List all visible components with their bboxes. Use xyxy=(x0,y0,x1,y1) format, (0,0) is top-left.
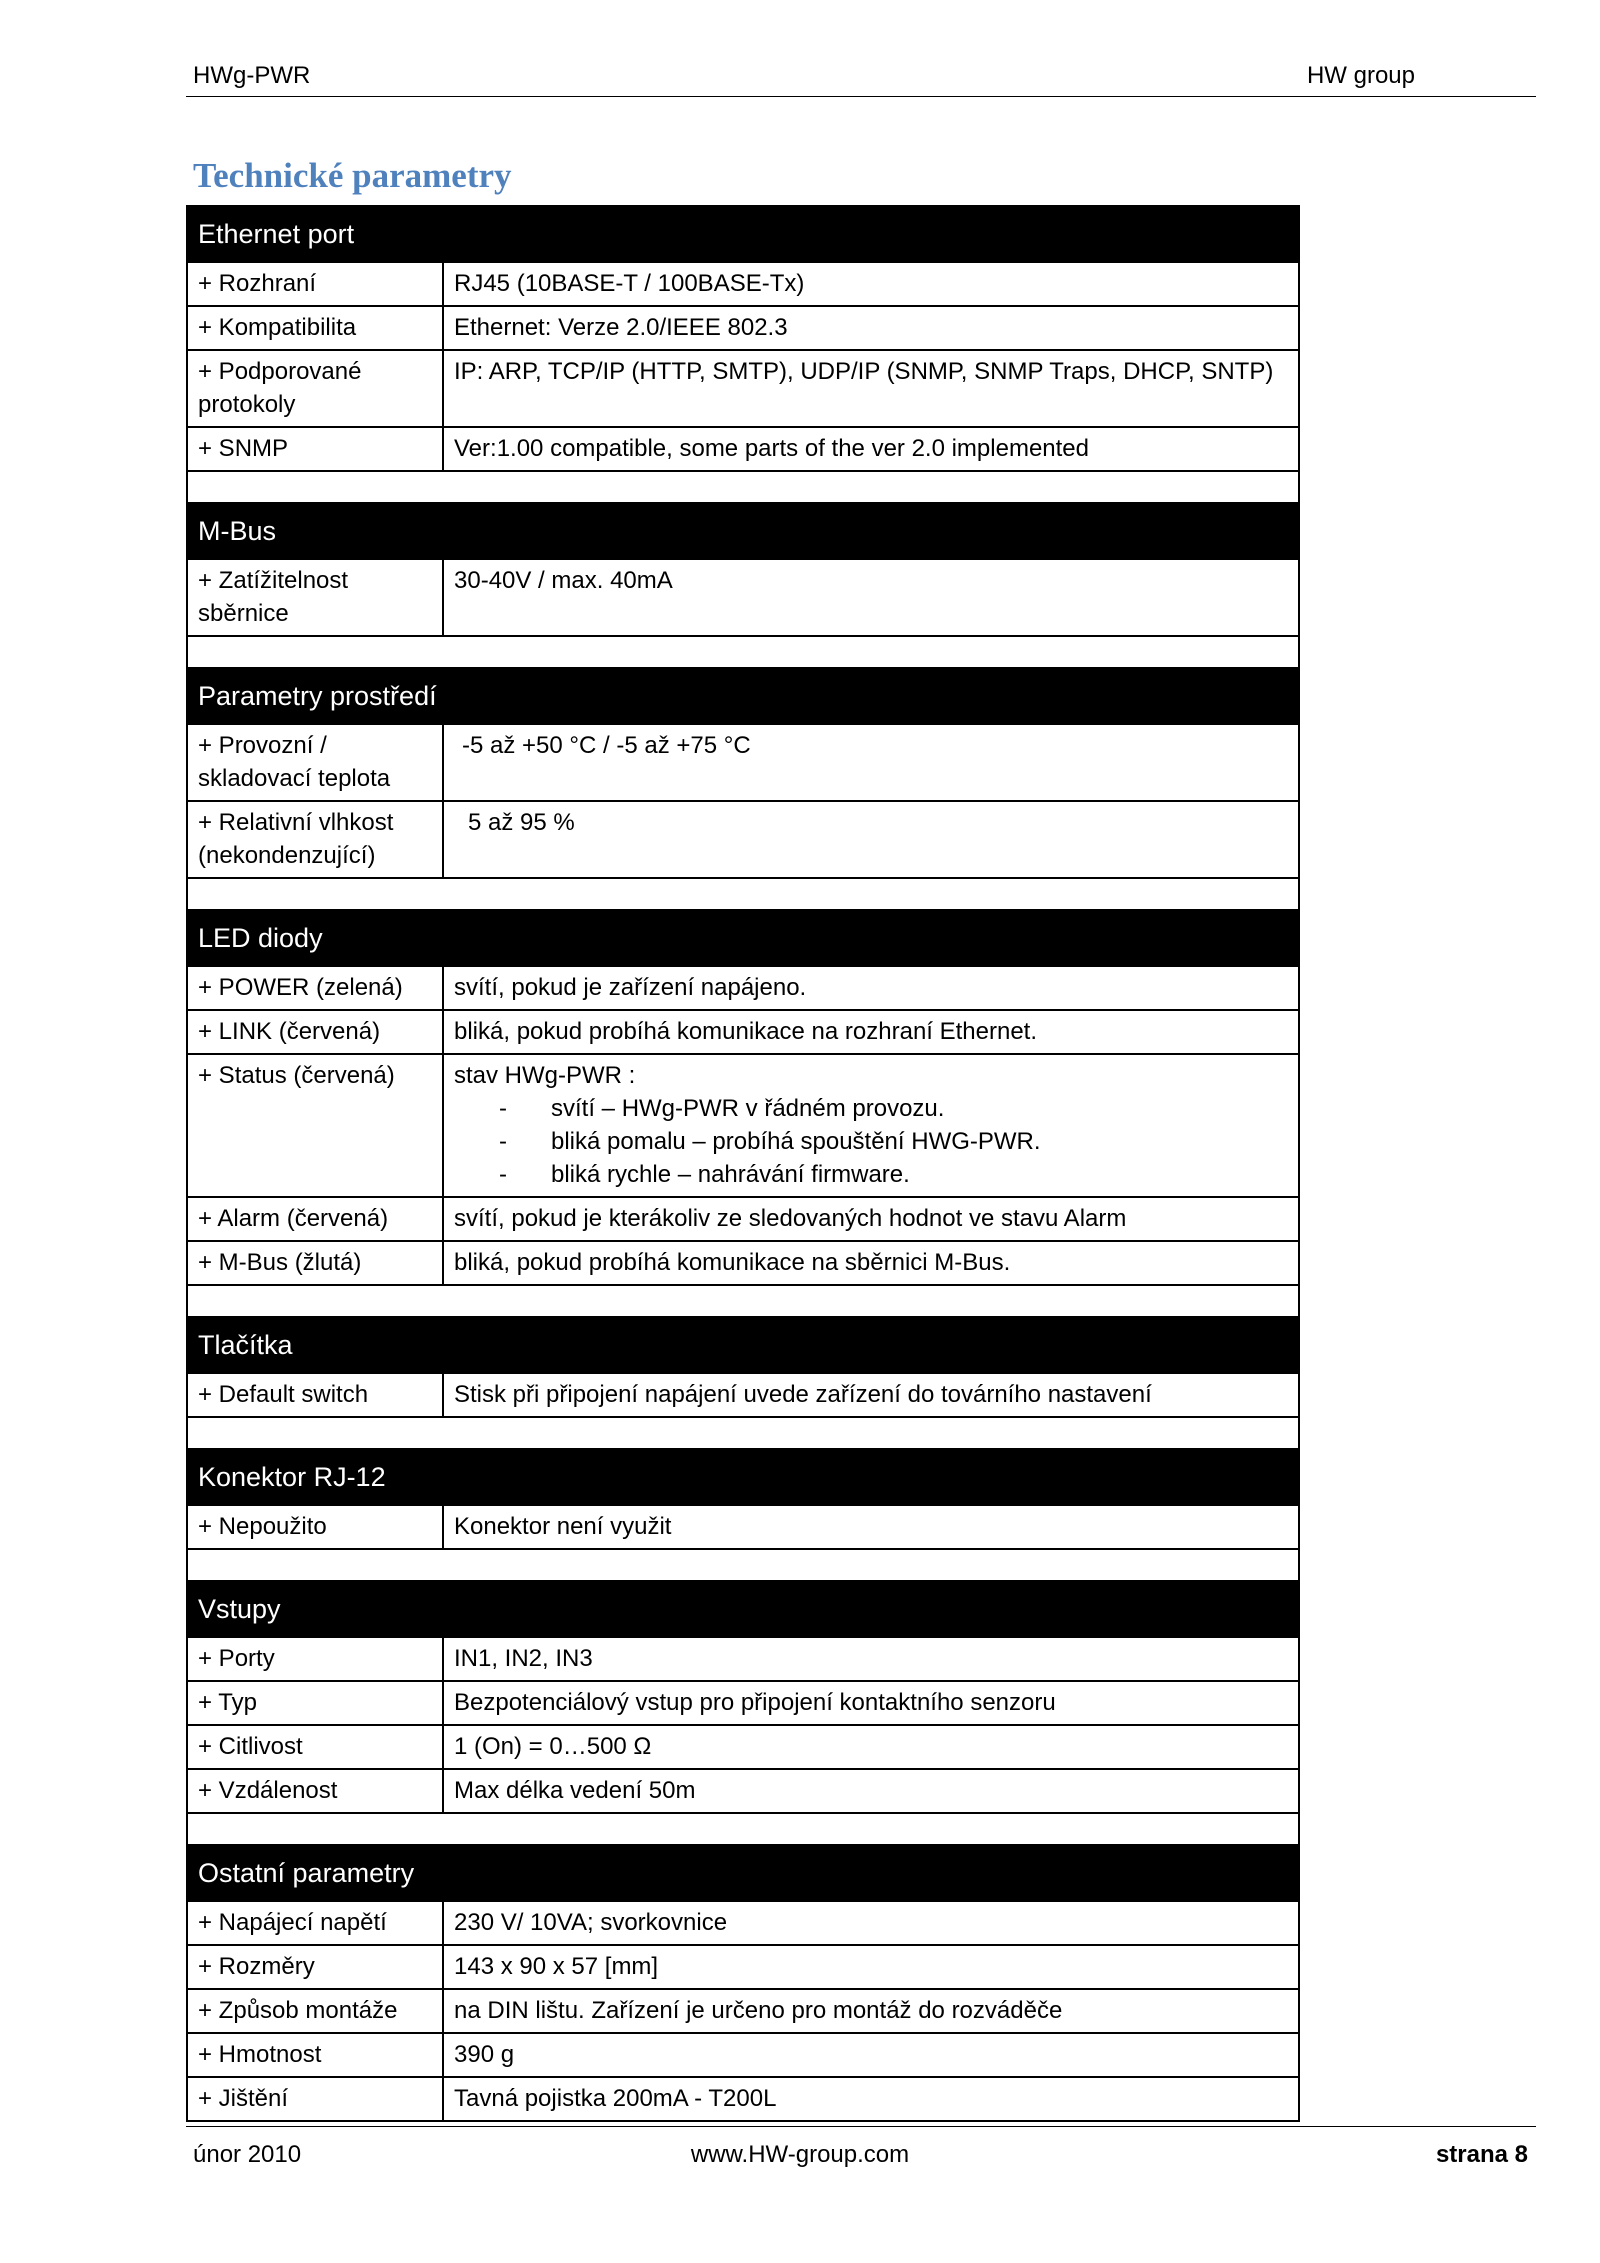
row-label: + Hmotnost xyxy=(187,2033,443,2077)
status-intro: stav HWg-PWR : xyxy=(454,1062,636,1089)
section-heading: Konektor RJ-12 xyxy=(187,1449,1299,1505)
row-label: + Citlivost xyxy=(187,1725,443,1769)
row-label: + Podporované protokoly xyxy=(187,350,443,427)
table-row xyxy=(187,1505,1299,1549)
row-value: 230 V/ 10VA; svorkovnice xyxy=(443,1901,1299,1945)
table-row xyxy=(187,1241,1299,1285)
table-row xyxy=(187,262,1299,306)
row-label: + Jištění xyxy=(187,2077,443,2121)
row-value: Ver:1.00 compatible, some parts of the ver 2.0 implemented xyxy=(443,427,1299,471)
row-value xyxy=(443,1054,1299,1197)
section-heading: Ostatní parametry xyxy=(187,1845,443,1901)
table-row xyxy=(187,1010,1299,1054)
row-label: + Alarm (červená) xyxy=(187,1197,443,1241)
section-heading: Vstupy xyxy=(187,1581,1299,1637)
row-value: 5 až 95 % xyxy=(468,809,575,836)
header-doc-name: HWg-PWR xyxy=(193,62,311,89)
header-divider xyxy=(186,96,1536,97)
spacer-row xyxy=(187,1285,1299,1317)
row-value: Max délka vedení 50m xyxy=(443,1769,1299,1813)
status-list xyxy=(454,1092,1288,1191)
row-label: + Způsob montáže xyxy=(187,1989,443,2033)
table-row xyxy=(187,1945,1299,1989)
row-label: + SNMP xyxy=(187,427,443,471)
row-value: 143 x 90 x 57 [mm] xyxy=(443,1945,1299,1989)
table-row xyxy=(187,1769,1299,1813)
section-rj12 xyxy=(187,1449,1299,1505)
table-row xyxy=(187,559,1299,636)
row-value: bliká, pokud probíhá komunikace na sběrnici M-Bus. xyxy=(443,1241,1299,1285)
section-heading: Tlačítka xyxy=(187,1317,1299,1373)
section-mbus xyxy=(187,503,1299,559)
spacer-row xyxy=(187,636,1299,668)
section-heading: M-Bus xyxy=(187,503,1299,559)
row-label: + Porty xyxy=(187,1637,443,1681)
footer-website: www.HW-group.com xyxy=(690,2141,910,2168)
row-label: + LINK (červená) xyxy=(187,1010,443,1054)
header-company: HW group xyxy=(1306,62,1415,89)
row-value: 1 (On) = 0…500 Ω xyxy=(443,1725,1299,1769)
row-value: Stisk při připojení napájení uvede zařízení do továrního nastavení xyxy=(443,1373,1299,1417)
table-row xyxy=(187,1054,1299,1197)
section-heading: Parametry prostředí xyxy=(187,668,1299,724)
footer-page-number: strana 8 xyxy=(1435,2141,1528,2168)
row-label: + Zatížitelnost sběrnice xyxy=(187,559,443,636)
section-other xyxy=(187,1845,1299,1901)
footer-date: únor 2010 xyxy=(193,2141,302,2168)
table-row xyxy=(187,2077,1299,2121)
section-heading: LED diody xyxy=(187,910,1299,966)
row-label: + Nepoužito xyxy=(187,1505,443,1549)
row-label: + Typ xyxy=(187,1681,443,1725)
spacer-row xyxy=(187,1813,1299,1845)
row-label: + Provozní / skladovací teplota xyxy=(187,724,443,801)
row-value: bliká, pokud probíhá komunikace na rozhraní Ethernet. xyxy=(443,1010,1299,1054)
section-environment xyxy=(187,668,1299,724)
table-row xyxy=(187,966,1299,1010)
row-value: 30-40V / max. 40mA xyxy=(443,559,1299,636)
row-label: + Kompatibilita xyxy=(187,306,443,350)
table-row xyxy=(187,1197,1299,1241)
row-value: IP: ARP, TCP/IP (HTTP, SMTP), UDP/IP (SNMP, SNMP Traps, DHCP, SNTP) xyxy=(443,350,1299,427)
table-row xyxy=(187,1901,1299,1945)
list-item: - svítí – HWg-PWR v řádném provozu. xyxy=(499,1092,1288,1125)
section-heading: Ethernet port xyxy=(187,206,1299,262)
row-label: + Relativní vlhkost (nekondenzující) xyxy=(187,801,443,878)
table-row xyxy=(187,1989,1299,2033)
table-row xyxy=(187,427,1299,471)
spacer-row xyxy=(187,471,1299,503)
row-value: Konektor není využit xyxy=(443,1505,1299,1549)
spacer-row xyxy=(187,1549,1299,1581)
page-title: Technické parametry xyxy=(193,156,512,195)
row-value: svítí, pokud je zařízení napájeno. xyxy=(443,966,1299,1010)
spec-table xyxy=(186,205,1300,2122)
row-value: Ethernet: Verze 2.0/IEEE 802.3 xyxy=(443,306,1299,350)
section-heading-blank xyxy=(443,1845,1299,1901)
row-value: na DIN lištu. Zařízení je určeno pro montáž do rozváděče xyxy=(443,1989,1299,2033)
table-row xyxy=(187,724,1299,801)
row-label: + M-Bus (žlutá) xyxy=(187,1241,443,1285)
row-label: + POWER (zelená) xyxy=(187,966,443,1010)
row-value: Tavná pojistka 200mA - T200L xyxy=(443,2077,1299,2121)
table-row xyxy=(187,1725,1299,1769)
row-value: -5 až +50 °C / -5 až +75 °C xyxy=(462,732,751,759)
table-row xyxy=(187,1373,1299,1417)
table-row xyxy=(187,306,1299,350)
row-label: + Rozhraní xyxy=(187,262,443,306)
table-row xyxy=(187,1637,1299,1681)
row-label: + Napájecí napětí xyxy=(187,1901,443,1945)
row-value: Bezpotenciálový vstup pro připojení kontaktního senzoru xyxy=(443,1681,1299,1725)
table-row xyxy=(187,1681,1299,1725)
table-row xyxy=(187,801,1299,878)
footer-divider xyxy=(186,2126,1536,2127)
table-row xyxy=(187,350,1299,427)
row-label: + Default switch xyxy=(187,1373,443,1417)
list-item: - bliká pomalu – probíhá spouštění HWG-PWR. xyxy=(499,1125,1288,1158)
section-buttons xyxy=(187,1317,1299,1373)
row-label: + Status (červená) xyxy=(187,1054,443,1197)
table-row xyxy=(187,2033,1299,2077)
section-ethernet xyxy=(187,206,1299,262)
section-led xyxy=(187,910,1299,966)
row-value: 390 g xyxy=(443,2033,1299,2077)
spacer-row xyxy=(187,1417,1299,1449)
row-value: svítí, pokud je kterákoliv ze sledovaných hodnot ve stavu Alarm xyxy=(443,1197,1299,1241)
row-label: + Vzdálenost xyxy=(187,1769,443,1813)
row-value: IN1, IN2, IN3 xyxy=(443,1637,1299,1681)
row-label: + Rozměry xyxy=(187,1945,443,1989)
spacer-row xyxy=(187,878,1299,910)
row-value: RJ45 (10BASE-T / 100BASE-Tx) xyxy=(443,262,1299,306)
section-inputs xyxy=(187,1581,1299,1637)
list-item: - bliká rychle – nahrávání firmware. xyxy=(499,1158,1288,1191)
